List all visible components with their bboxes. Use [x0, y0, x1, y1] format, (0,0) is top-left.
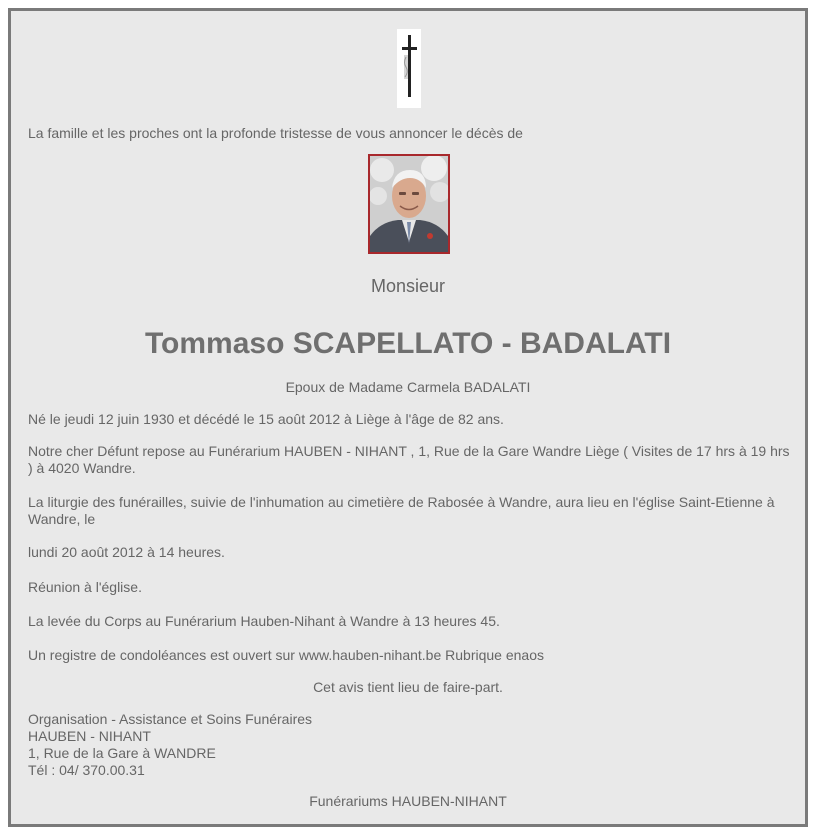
organisation-line-2: HAUBEN - NIHANT [28, 728, 151, 744]
liturgy-text: La liturgie des funérailles, suivie de l'inhumation au cimetière de Rabosée à Wandre, aura lieu en l'église Saint-Etienne à Wandre, le [28, 494, 775, 527]
removal-text: La levée du Corps au Funérarium Hauben-Nihant à Wandre à 13 heures 45. [28, 613, 500, 629]
obituary-frame [8, 8, 808, 827]
intro-text: La famille et les proches ont la profonde tristesse de vous annoncer le décès de [28, 125, 523, 141]
organisation-line-1: Organisation - Assistance et Soins Funéraires [28, 711, 313, 727]
deceased-photo [368, 154, 450, 254]
organisation-address: 1, Rue de la Gare à WANDRE [28, 745, 216, 761]
spouse-line: Epoux de Madame Carmela BADALATI [285, 379, 531, 395]
honorific: Monsieur [370, 276, 446, 296]
register-text: Un registre de condoléances est ouvert sur www.hauben-nihant.be Rubrique enaos [28, 647, 544, 663]
organisation-phone: Tél : 04/ 370.00.31 [28, 762, 145, 778]
footer-signature: Funérariums HAUBEN-NIHANT [309, 793, 507, 809]
repose-text: Notre cher Défunt repose au Funérarium HAUBEN - NIHANT , 1, Rue de la Gare Wandre Liège ( Visites de 17 hrs à 19 hrs ) à 4020 Wandre. [28, 443, 790, 476]
cross-icon [397, 29, 421, 108]
birth-death-text: Né le jeudi 12 juin 1930 et décédé le 15 août 2012 à Liège à l'âge de 82 ans. [28, 411, 504, 427]
meeting-text: Réunion à l'église. [28, 579, 142, 595]
funeral-date-time: lundi 20 août 2012 à 14 heures. [28, 544, 225, 560]
announcement-text: Cet avis tient lieu de faire-part. [313, 679, 503, 695]
deceased-name: Tommaso SCAPELLATO - BADALATI [144, 327, 672, 360]
